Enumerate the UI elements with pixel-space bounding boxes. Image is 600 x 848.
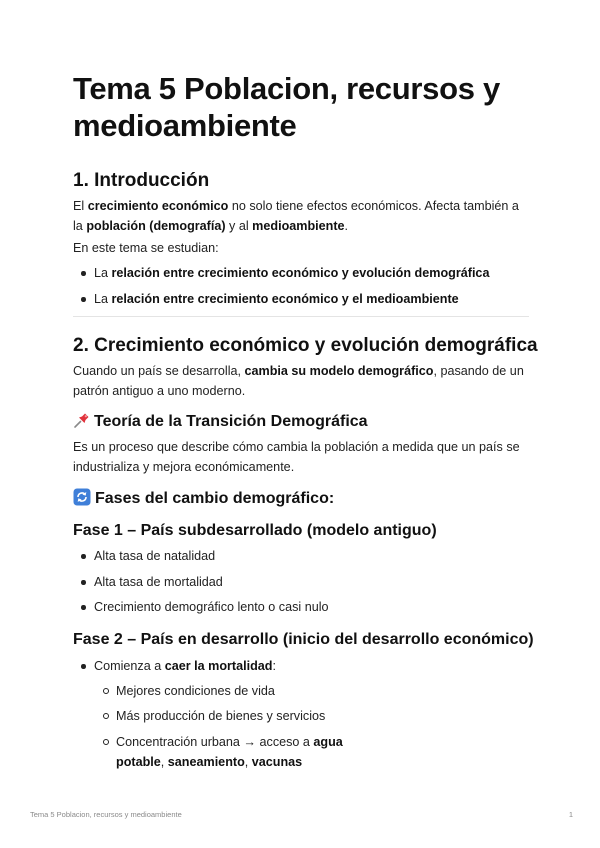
section-2-heading: 2. Crecimiento económico y evolución demográfica bbox=[73, 335, 538, 356]
theory-heading: Teoría de la Transición Demográfica bbox=[73, 412, 368, 435]
footer-title: Tema 5 Poblacion, recursos y medioambiente bbox=[30, 810, 182, 819]
theory-paragraph: Es un proceso que describe cómo cambia la población a medida que un país se industrializa y mejora económicamente. bbox=[73, 440, 520, 474]
page-title: Tema 5 Poblacion, recursos y medioambiente bbox=[73, 71, 500, 143]
list-item: La relación entre crecimiento económico y evolución demográfica bbox=[94, 263, 489, 283]
section-divider bbox=[73, 316, 529, 317]
list-item: Alta tasa de mortalidad bbox=[94, 572, 223, 592]
list-item: La relación entre crecimiento económico y el medioambiente bbox=[94, 289, 459, 309]
cycle-arrows-icon bbox=[73, 488, 91, 512]
section-1-paragraph-2: En este tema se estudian: bbox=[73, 241, 219, 255]
list-item: Crecimiento demográfico lento o casi nulo bbox=[94, 597, 329, 617]
section-1-heading: 1. Introducción bbox=[73, 170, 210, 191]
section-1-paragraph-1: El crecimiento económico no solo tiene efectos económicos. Afecta también a la población (demografía) y al medioambiente. bbox=[73, 199, 519, 233]
phase-1-heading: Fase 1 – País subdesarrollado (modelo antiguo) bbox=[73, 522, 437, 539]
page-number: 1 bbox=[568, 810, 573, 819]
phase-2-heading: Fase 2 – País en desarrollo (inicio del desarrollo económico) bbox=[73, 631, 534, 648]
sub-list-item: Mejores condiciones de vida bbox=[116, 681, 275, 701]
pushpin-icon bbox=[73, 412, 90, 435]
section-2-paragraph-1: Cuando un país se desarrolla, cambia su modelo demográfico, pasando de un patrón antiguo a uno moderno. bbox=[73, 364, 524, 398]
sub-list-item: Más producción de bienes y servicios bbox=[116, 706, 325, 726]
list-item: Alta tasa de natalidad bbox=[94, 546, 215, 566]
phases-heading: Fases del cambio demográfico: bbox=[73, 488, 334, 512]
sub-list-item: Concentración urbana → acceso a agua potable, saneamiento, vacunas bbox=[116, 732, 343, 772]
list-item: Comienza a caer la mortalidad: bbox=[94, 656, 276, 676]
